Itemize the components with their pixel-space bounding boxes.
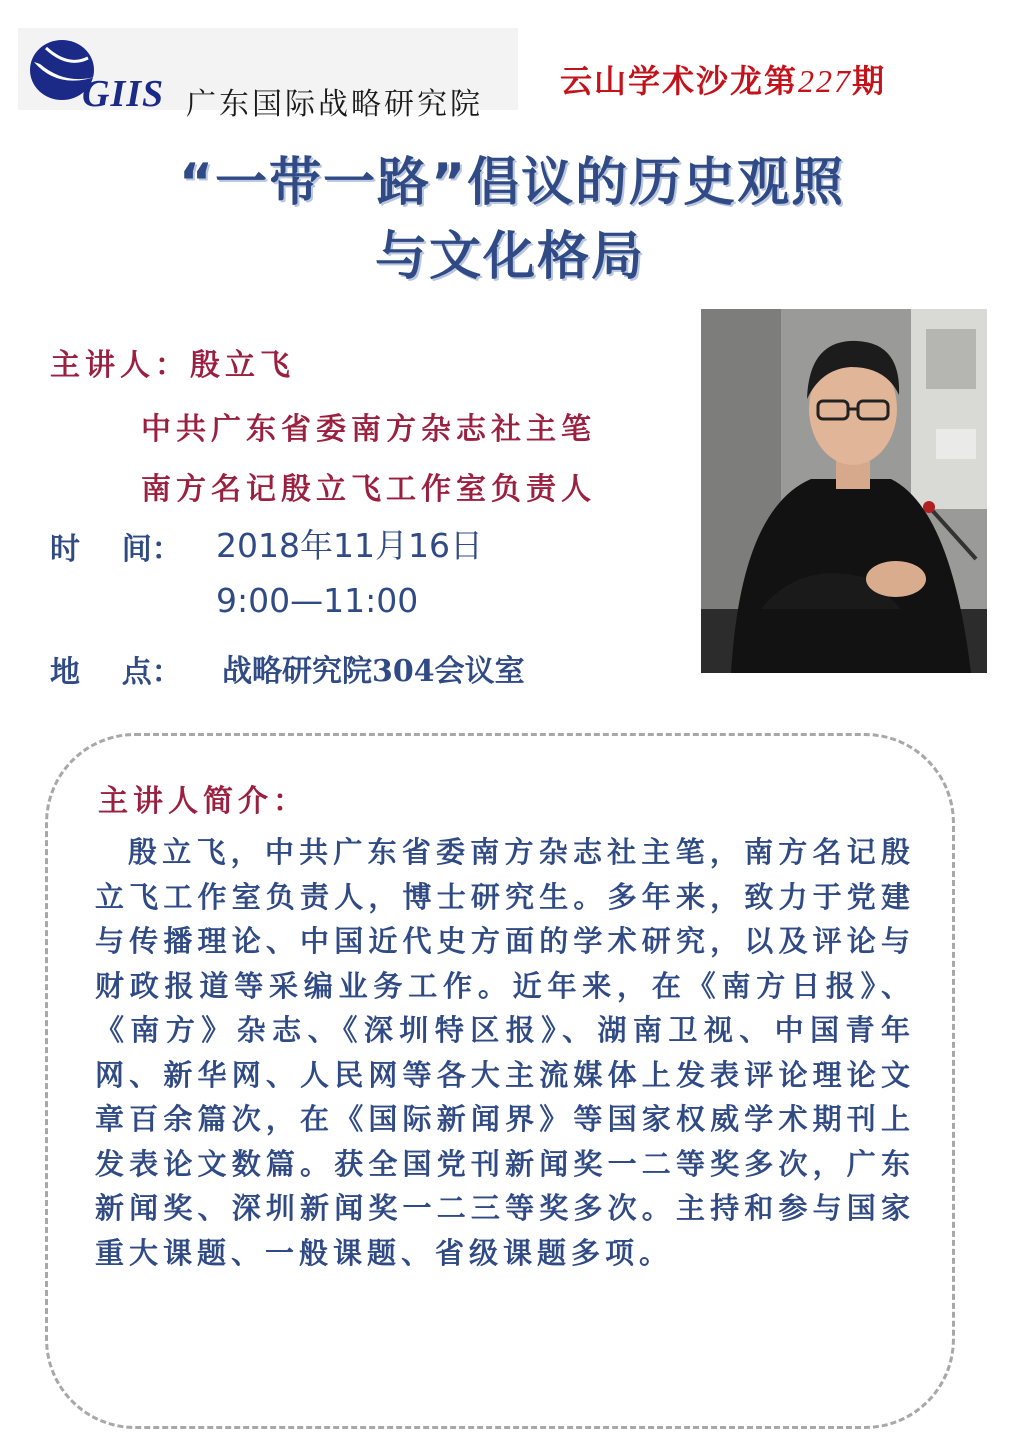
institute-logo [18, 28, 518, 122]
issue-prefix: 云山学术沙龙第 [560, 62, 799, 100]
speaker-portrait-icon [701, 309, 987, 673]
speaker-position-1: 中共广东省委南方杂志社主笔 [141, 412, 596, 447]
speaker-photo [701, 309, 987, 673]
logo-acronym: GIIS [82, 73, 165, 115]
speaker-position-2: 南方名记殷立飞工作室负责人 [141, 472, 596, 507]
lecture-title-line-1: “一带一路”倡议的历史观照 [178, 153, 846, 213]
speaker-name: 殷立飞 [190, 348, 295, 383]
issue-number: 227 [798, 63, 853, 99]
logo-institute-name: 广东国际战略研究院 [186, 87, 483, 122]
speaker-line [50, 340, 295, 384]
lecture-place: 战略研究院304会议室 [222, 654, 525, 689]
lecture-title-line-2: 与文化格局 [374, 227, 645, 287]
lecture-hours: 9:00—11:00 [216, 581, 419, 620]
place-label: 地 点： [50, 655, 182, 690]
lecture-date: 2018年11月16日 [216, 526, 483, 565]
intro-body-text: 殷立飞，中共广东省委南方杂志社主笔，南方名记殷立飞工作室负责人，博士研究生。多年来，致力于党建与传播理论、中国近代史方面的学术研究，以及评论与财政报道等采编业务工作。近年来，在《南方日报》、《南方》杂志、《深圳特区报》、湖南卫视、中国青年网、新华网、人民网等各大主流媒体上发表评论理论文章百余篇次，在《国际新闻界》等国家权威学术期刊上发表论文数篇。获全国党刊新闻奖一二等奖多次，广东新闻奖、深圳新闻奖一二三等奖多次。主持和参与国家重大课题、一般课题、省级课题多项。 [95, 835, 915, 1270]
salon-issue-label [560, 56, 886, 102]
time-label: 时 间： [50, 532, 182, 567]
issue-suffix: 期 [852, 62, 887, 100]
intro-heading: 主讲人简介： [98, 784, 308, 819]
speaker-label: 主讲人： [50, 348, 190, 383]
